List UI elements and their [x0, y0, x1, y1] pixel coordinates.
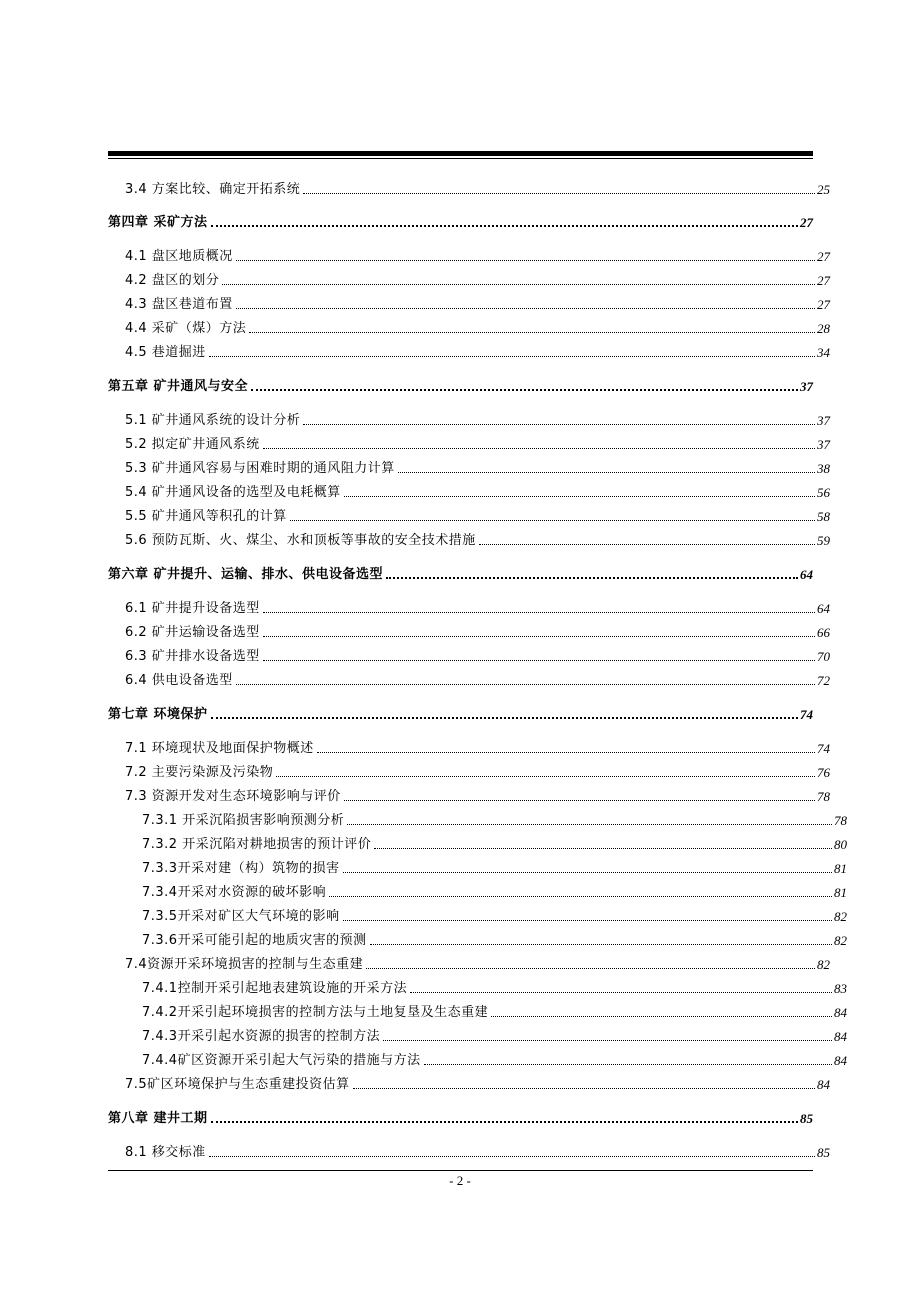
- toc-entry-page: 37: [817, 413, 830, 428]
- toc-entry[interactable]: [108, 903, 847, 925]
- toc-entry-title: 7.4.1控制开采引起地表建筑设施的开采方法: [142, 981, 408, 996]
- toc-entry-page: 85: [817, 1145, 830, 1160]
- toc-entry-title: 8.1 移交标准: [125, 1145, 206, 1160]
- dot-leader: [263, 660, 815, 661]
- toc-entry[interactable]: [108, 927, 847, 949]
- toc-entry-page: 58: [817, 509, 830, 524]
- toc-entry-page: 66: [817, 625, 830, 640]
- toc-entry-page: 85: [800, 1111, 813, 1126]
- footer-rule: [108, 1170, 813, 1171]
- toc-entry[interactable]: [108, 527, 830, 549]
- dot-leader: [276, 776, 815, 777]
- toc-entry-title: 7.4资源开采环境损害的控制与生态重建: [125, 957, 364, 972]
- dot-leader: [344, 800, 815, 801]
- toc-entry-title: 4.4 采矿（煤）方法: [125, 321, 247, 336]
- dot-leader: [424, 1064, 832, 1065]
- toc-entry-title: 6.1 矿井提升设备选型: [125, 601, 260, 616]
- toc-entry-page: 76: [817, 765, 830, 780]
- toc-entry-title: 6.2 矿井运输设备选型: [125, 625, 260, 640]
- toc-chapter-entry[interactable]: [108, 209, 813, 231]
- toc-entry[interactable]: [108, 643, 830, 665]
- toc-entry-page: 38: [817, 461, 830, 476]
- toc-entry-title: 4.2 盘区的划分: [125, 273, 220, 288]
- toc-entry-title: 6.3 矿井排水设备选型: [125, 649, 260, 664]
- toc-entry-title: 7.3 资源开发对生态环境影响与评价: [125, 789, 341, 804]
- header-rule-thick: [108, 151, 813, 156]
- toc-entry-title: 7.2 主要污染源及污染物: [125, 765, 274, 780]
- dot-leader: [410, 992, 832, 993]
- toc-entry-title: 7.4.4矿区资源开采引起大气污染的措施与方法: [142, 1053, 421, 1068]
- toc-entry-page: 72: [817, 673, 830, 688]
- dot-leader: [236, 308, 815, 309]
- toc-entry-title: 6.4 供电设备选型: [125, 673, 233, 688]
- toc-entry[interactable]: [108, 619, 830, 641]
- toc-entry-page: 82: [834, 909, 847, 924]
- dot-leader: [263, 612, 815, 613]
- toc-entry[interactable]: [108, 831, 847, 853]
- dot-leader: [370, 944, 832, 945]
- toc-entry-title: 7.4.3开采引起水资源的损害的控制方法: [142, 1029, 381, 1044]
- toc-entry-title: 第六章 矿井提升、运输、排水、供电设备选型: [108, 567, 384, 582]
- toc-entry[interactable]: [108, 759, 830, 781]
- dot-leader: [491, 1016, 832, 1017]
- dot-leader: [211, 1121, 798, 1123]
- toc-entry-title: 5.6 预防瓦斯、火、煤尘、水和顶板等事故的安全技术措施: [125, 533, 476, 548]
- toc-entry-page: 81: [834, 861, 847, 876]
- dot-leader: [263, 448, 815, 449]
- dot-leader: [249, 332, 815, 333]
- dot-leader: [211, 225, 798, 227]
- toc-entry-page: 28: [817, 321, 830, 336]
- toc-entry[interactable]: [108, 951, 830, 973]
- toc-entry-title: 5.2 拟定矿井通风系统: [125, 437, 260, 452]
- toc-entry-page: 27: [817, 273, 830, 288]
- dot-leader: [344, 496, 815, 497]
- toc-chapter-entry[interactable]: [108, 701, 813, 723]
- toc-entry-page: 25: [817, 182, 830, 197]
- toc-entry[interactable]: [108, 291, 830, 313]
- header-rule: [108, 151, 813, 159]
- toc-entry-page: 70: [817, 649, 830, 664]
- dot-leader: [347, 824, 832, 825]
- toc-entry[interactable]: [108, 855, 847, 877]
- toc-entry-page: 84: [834, 1053, 847, 1068]
- toc-entry[interactable]: [108, 1139, 830, 1161]
- toc-entry-page: 27: [800, 215, 813, 230]
- toc-entry-title: 4.5 巷道掘进: [125, 345, 206, 360]
- toc-entry-page: 27: [817, 249, 830, 264]
- toc-entry-title: 第八章 建井工期: [108, 1111, 208, 1126]
- toc-entry[interactable]: [108, 176, 830, 198]
- dot-leader: [479, 544, 815, 545]
- dot-leader: [251, 389, 798, 391]
- toc-entry[interactable]: [108, 999, 847, 1021]
- dot-leader: [222, 284, 815, 285]
- toc-entry-title: 3.4 方案比较、确定开拓系统: [125, 182, 301, 197]
- dot-leader: [303, 424, 815, 425]
- toc-entry[interactable]: [108, 339, 830, 361]
- toc-entry[interactable]: [108, 807, 847, 829]
- toc-entry[interactable]: [108, 431, 830, 453]
- toc-entry[interactable]: [108, 407, 830, 429]
- dot-leader: [353, 1088, 815, 1089]
- toc-chapter-entry[interactable]: [108, 561, 813, 583]
- toc-entry-title: 7.3.5开采对矿区大气环境的影响: [142, 909, 340, 924]
- dot-leader: [386, 577, 798, 579]
- toc-entry-title: 第四章 采矿方法: [108, 215, 208, 230]
- toc-entry-page: 74: [817, 741, 830, 756]
- toc-entry-page: 84: [817, 1077, 830, 1092]
- toc-entry-title: 5.3 矿井通风容易与困难时期的通风阻力计算: [125, 461, 395, 476]
- dot-leader: [343, 920, 832, 921]
- page-number: - 2 -: [449, 1173, 471, 1188]
- toc-entry-title: 7.3.2 开采沉陷对耕地损害的预计评价: [142, 837, 372, 852]
- header-rule-thin: [108, 158, 813, 159]
- toc-entry-page: 78: [834, 813, 847, 828]
- toc-entry-title: 7.3.1 开采沉陷损害影响预测分析: [142, 813, 345, 828]
- toc-entry-title: 7.3.6开采可能引起的地质灾害的预测: [142, 933, 367, 948]
- toc-entry-page: 59: [817, 533, 830, 548]
- toc-entry[interactable]: [108, 879, 847, 901]
- toc-entry-title: 7.4.2开采引起环境损害的控制方法与土地复垦及生态重建: [142, 1005, 489, 1020]
- toc-entry[interactable]: [108, 975, 847, 997]
- toc-entry-page: 64: [817, 601, 830, 616]
- toc-entry-page: 82: [817, 957, 830, 972]
- dot-leader: [303, 193, 815, 194]
- dot-leader: [398, 472, 815, 473]
- dot-leader: [317, 752, 815, 753]
- toc-entry[interactable]: [108, 1047, 847, 1069]
- toc-entry[interactable]: [108, 243, 830, 265]
- toc-entry-page: 64: [800, 567, 813, 582]
- dot-leader: [209, 1156, 815, 1157]
- toc-entry[interactable]: [108, 267, 830, 289]
- dot-leader: [236, 684, 815, 685]
- toc-entry-title: 7.1 环境现状及地面保护物概述: [125, 741, 314, 756]
- toc-entry[interactable]: [108, 315, 830, 337]
- toc-entry-page: 82: [834, 933, 847, 948]
- dot-leader: [374, 848, 832, 849]
- dot-leader: [290, 520, 815, 521]
- toc-entry-title: 5.1 矿井通风系统的设计分析: [125, 413, 301, 428]
- toc-entry-title: 第五章 矿井通风与安全: [108, 379, 249, 394]
- toc-entry-page: 37: [800, 379, 813, 394]
- toc-entry[interactable]: [108, 1023, 847, 1045]
- toc-entry-page: 74: [800, 707, 813, 722]
- toc-chapter-entry[interactable]: [108, 1105, 813, 1127]
- dot-leader: [366, 968, 815, 969]
- toc-entry-page: 56: [817, 485, 830, 500]
- toc-entry[interactable]: [108, 455, 830, 477]
- toc-entry-title: 4.3 盘区巷道布置: [125, 297, 233, 312]
- toc-entry-page: 84: [834, 1005, 847, 1020]
- dot-leader: [383, 1040, 832, 1041]
- toc-entry[interactable]: [108, 735, 830, 757]
- toc-entry-title: 第七章 环境保护: [108, 707, 208, 722]
- toc-entry-title: 7.3.3开采对建（构）筑物的损害: [142, 861, 340, 876]
- toc-chapter-entry[interactable]: [108, 373, 813, 395]
- toc-entry[interactable]: [108, 503, 830, 525]
- toc-entry-title: 7.3.4开采对水资源的破坏影响: [142, 885, 327, 900]
- toc-entry[interactable]: [108, 667, 830, 689]
- toc-entry-title: 5.4 矿井通风设备的选型及电耗概算: [125, 485, 341, 500]
- toc-entry-page: 27: [817, 297, 830, 312]
- toc-entry-page: 80: [834, 837, 847, 852]
- toc-entry[interactable]: [108, 1071, 830, 1093]
- toc-entry-page: 81: [834, 885, 847, 900]
- toc-entry[interactable]: [108, 595, 830, 617]
- toc-entry-title: 7.5矿区环境保护与生态重建投资估算: [125, 1077, 350, 1092]
- toc-entry[interactable]: [108, 783, 830, 805]
- dot-leader: [236, 260, 815, 261]
- dot-leader: [263, 636, 815, 637]
- dot-leader: [329, 896, 832, 897]
- toc-entry-title: 4.1 盘区地质概况: [125, 249, 233, 264]
- toc-entry[interactable]: [108, 479, 830, 501]
- dot-leader: [211, 717, 798, 719]
- dot-leader: [343, 872, 832, 873]
- dot-leader: [209, 356, 815, 357]
- toc-entry-page: 83: [834, 981, 847, 996]
- toc-entry-page: 78: [817, 789, 830, 804]
- toc-entry-page: 37: [817, 437, 830, 452]
- toc-entry-page: 84: [834, 1029, 847, 1044]
- toc-entry-page: 34: [817, 345, 830, 360]
- toc-entry-title: 5.5 矿井通风等积孔的计算: [125, 509, 287, 524]
